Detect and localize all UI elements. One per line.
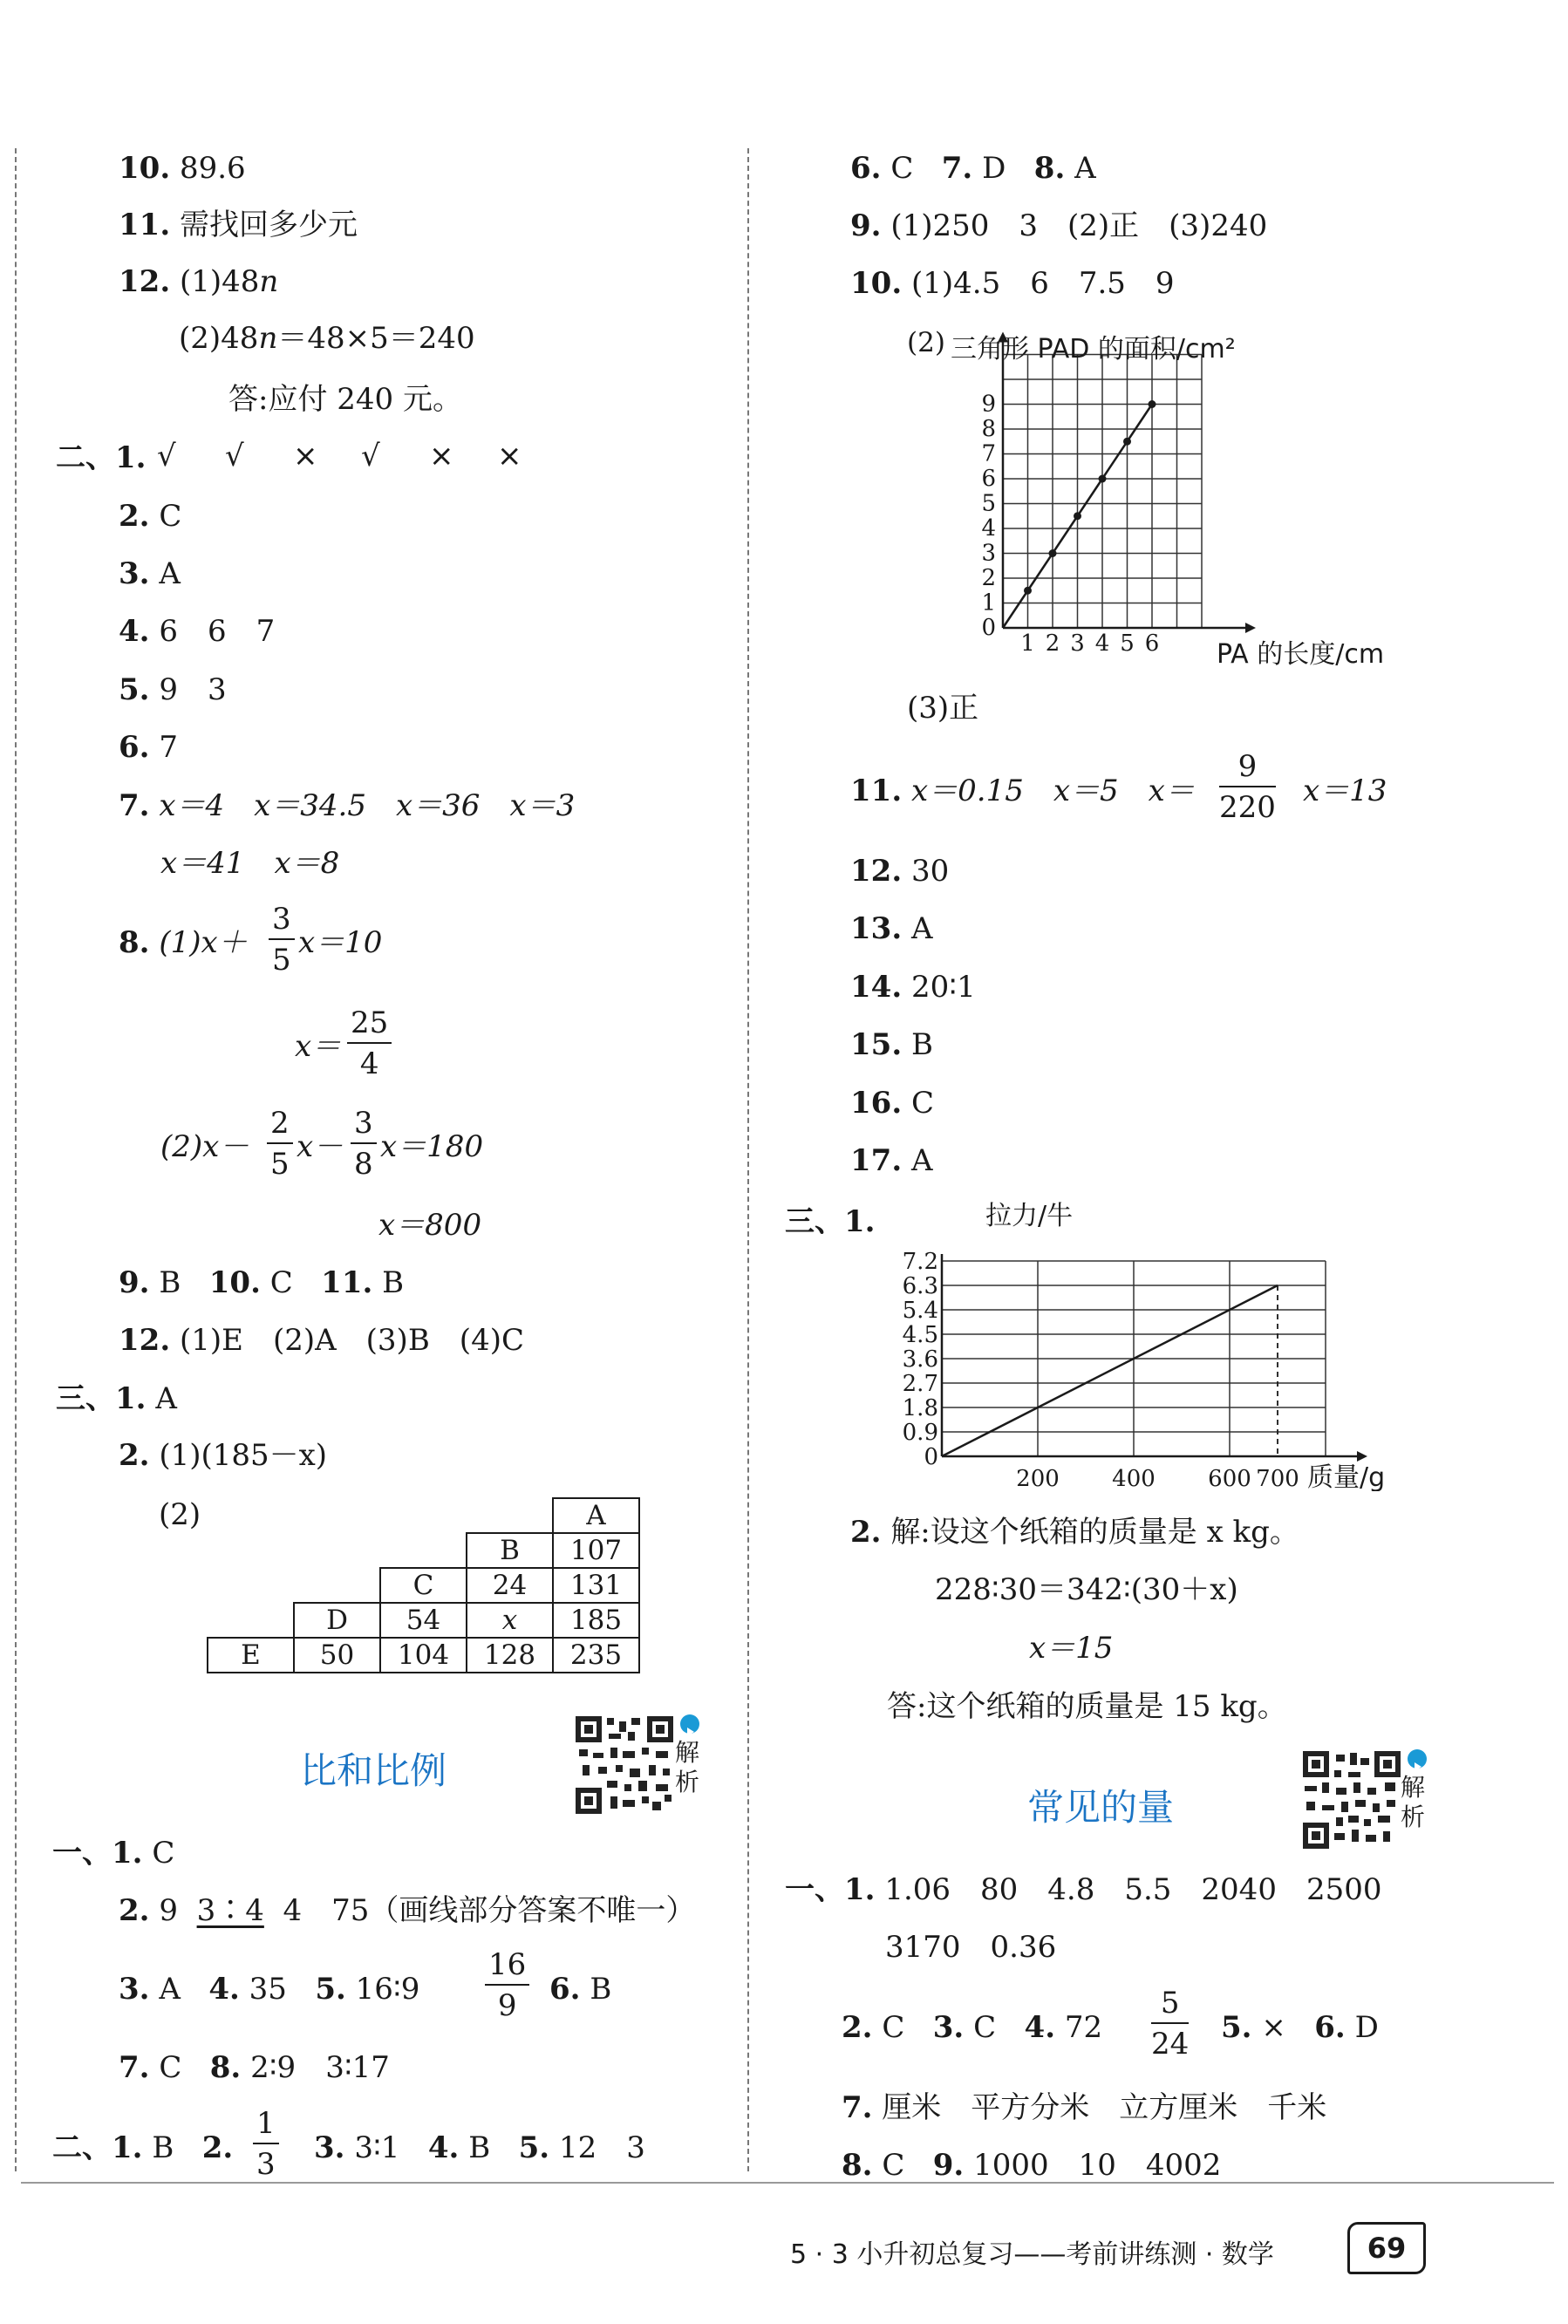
denominator: 3 [256,2147,276,2182]
answer-text: C [159,499,182,534]
left-s2-q8 [119,925,248,960]
answer-text: ＝48×5＝240 [277,321,475,356]
table-cell: 24 [467,1568,553,1603]
fraction [347,1005,392,1081]
x-tick-label: 1 [1020,630,1035,657]
equation-part: (1)x＋ [159,925,248,960]
table-cell: 104 [380,1638,467,1673]
left-s3-q2 [119,1438,328,1473]
x-axis-label: 质量/g [1307,1462,1386,1491]
equation-part: x＝180 [380,1129,484,1164]
qr-code-icon[interactable] [576,1716,673,1814]
chart-pad-area [951,331,1439,671]
numerator: 3 [351,1108,377,1144]
section-label: 三、 [56,1381,115,1416]
left-s2-q6 [119,730,178,765]
answer-text: 1.06 80 4.8 5.5 2040 2500 [884,1872,1382,1907]
footer-series-title: 5 · 3 小升初总复习——考前讲练测 · 数学 [790,2239,1274,2270]
x-axis-label: PA 的长度/cm [1217,639,1385,670]
right-q14 [850,970,976,1005]
left-s2-q12 [119,1323,524,1358]
answer-text: 7 [159,730,178,765]
question-number: 4. [1024,2010,1056,2045]
question-number: 1. [115,440,147,475]
denominator: 9 [497,1988,517,2023]
measure-q2-4 [842,2010,1103,2045]
fraction [1151,1986,1190,2062]
answer-text: A [1074,151,1096,186]
left-s2-q7-line2: x＝41 x＝8 [160,846,340,881]
question-number: 11. [850,774,903,808]
answer-text: C [159,2050,182,2085]
denominator: 5 [272,943,291,978]
x-tick-label: 700 [1256,1466,1299,1491]
variable: n [259,264,279,299]
right-q9 [850,208,1268,243]
play-icon[interactable] [680,1714,699,1734]
right-q11-b: x＝13 [1303,774,1387,808]
answer-text: (1)(185－x) [159,1438,328,1473]
table-row [208,1533,639,1568]
ratio-q6 [549,1972,612,2007]
answer-text: A [910,911,933,946]
measure-q1-line2: 3170 0.36 [885,1930,1057,1965]
fraction [253,2106,279,2182]
y-tick-label: 9 [981,391,996,418]
question-number: 6. [1314,2010,1346,2045]
y-axis-label: 拉力/牛 [985,1201,1074,1231]
section-label: 二、 [52,2130,112,2165]
question-number: 2. [850,1515,882,1550]
qr-label-1: 解 [675,1738,700,1767]
left-s3-q1 [56,1381,177,1416]
question-number: 5. [315,1972,346,2007]
table-cell: 131 [553,1568,639,1603]
answer-text: B [382,1265,405,1300]
question-number: 5. [119,672,150,707]
question-number: 7. [119,788,150,823]
answer-text: (1)48 [179,264,260,299]
answer-text: A [159,556,181,591]
question-number: 6. [850,151,882,186]
left-s2-q1 [56,440,147,475]
question-number: 1. [112,1836,143,1871]
question-number: 2. [119,1893,150,1928]
data-point [1123,438,1131,446]
question-number: 2. [201,2130,234,2165]
answer-text: 72 [1064,2010,1103,2045]
answer-text: C [882,2010,905,2045]
table-cell: 128 [467,1638,553,1673]
numerator: 2 [267,1108,293,1144]
question-number: 15. [850,1027,903,1062]
qr-label-2: 析 [1401,1803,1426,1831]
answer-text: 2∶9 3∶17 [250,2050,390,2085]
column-divider-center [747,148,749,2171]
section-label: 一、 [52,1836,112,1871]
left-s2-q7 [119,788,576,823]
right-s3-q1 [785,1204,876,1239]
question-number: 6. [119,730,150,765]
left-s2-q5 [119,672,227,707]
right-q17 [850,1143,933,1178]
left-s2-q4 [119,614,276,649]
y-tick-label: 4.5 [902,1322,938,1348]
left-q11 [119,210,358,240]
question-number: 3. [932,2010,965,2045]
answer-text: 6 6 7 [159,614,276,649]
table-cell: B [467,1533,553,1568]
variable: n [258,321,278,356]
question-number: 8. [1033,151,1066,186]
x-tick-label: 6 [1144,630,1160,657]
check-mark: √ [361,439,380,474]
answer-text: B [152,2130,174,2165]
left-s2-q1-marks [157,439,565,474]
answer-text: 16∶9 [355,1972,420,2007]
left-q12-part2 [179,321,475,356]
fraction [269,902,295,978]
right-q11 [850,776,1195,806]
right-s3-q2-line2: 228∶30＝342∶(30＋x) [935,1572,1238,1607]
question-number: 5. [518,2130,550,2165]
question-number: 3. [119,1972,150,2007]
numerator: 1 [253,2109,279,2144]
section-label: 三、 [785,1204,844,1239]
x-tick-label: 5 [1120,630,1135,657]
data-point [1099,475,1107,483]
table-row [208,1568,639,1603]
question-number: 9. [932,2148,965,2183]
x-axis-arrow [1357,1451,1367,1462]
table-cell: 50 [294,1638,380,1673]
right-q10-part2: (2) [907,327,945,358]
y-tick-label: 3 [981,540,996,567]
answer-text: x＝4 x＝34.5 x＝36 x＝3 [159,788,576,823]
question-number: 2. [119,499,150,534]
denominator: 5 [270,1147,290,1182]
answer-text: (1)4.5 6 7.5 9 [910,266,1175,301]
answer-text: C [890,151,914,186]
y-tick-label: 4 [981,515,996,542]
qr-code-graphic [576,1716,673,1814]
right-q10 [850,266,1175,301]
numerator: 9 [1219,752,1276,787]
table-cell: E [208,1638,294,1673]
answer-text: B [468,2130,491,2165]
fraction [351,1106,377,1182]
left-s2-q2 [119,499,182,534]
question-number: 16. [850,1086,903,1121]
ratio-q7-8 [119,2050,390,2085]
qr-code-graphic [1303,1751,1401,1849]
y-tick-label: 0 [924,1444,938,1470]
numerator: 25 [347,1008,392,1044]
staircase-table [207,1497,640,1673]
section-title-ratio: 比和比例 [300,1749,447,1792]
equation-part: x－ [297,1129,344,1164]
table-cell: 54 [380,1603,467,1638]
x-tick-label: 200 [1016,1466,1060,1491]
table-cell: 185 [553,1603,639,1638]
x-tick-label: 4 [1094,630,1110,657]
left-s2-q3 [119,556,181,591]
answer-text: (1)250 3 (2)正 (3)240 [890,208,1268,243]
answer-text: 4 75（画线部分答案不唯一） [283,1893,696,1928]
answer-text: C [973,2010,997,2045]
question-number: 6. [549,1972,581,2007]
left-s3-q2-part2: (2) [159,1497,201,1532]
table-row [208,1603,639,1638]
numerator: 3 [269,904,295,940]
question-number: 12. [850,854,903,889]
question-number: 4. [119,614,150,649]
qr-label-1: 解 [1401,1773,1426,1802]
x-tick-label: 600 [1208,1466,1251,1491]
cross-mark: × [429,439,454,474]
answer-text: A [910,1143,933,1178]
answer-text: 89.6 [179,151,246,186]
measure-s1-q1 [785,1872,1382,1907]
series-line [942,1285,1278,1456]
left-q10 [119,151,246,186]
table-cell: 235 [553,1638,639,1673]
column-divider-left [15,148,17,2171]
question-number: 7. [119,2050,150,2085]
data-point [1049,549,1057,557]
cross-mark: × [293,439,318,474]
answer-text: B [159,1265,181,1300]
equation-part: x＝10 [298,925,383,960]
table-cell: x [467,1603,553,1638]
question-number: 7. [941,151,973,186]
question-number: 8. [119,925,150,960]
answer-text: x＝0.15 x＝5 x＝ [910,774,1195,808]
equation-part: x＝ [295,1029,342,1064]
ratio-s1-q1 [52,1836,175,1871]
question-number: 10. [208,1265,261,1300]
y-tick-label: 3.6 [902,1346,938,1373]
y-tick-label: 6.3 [902,1273,938,1299]
y-tick-label: 6 [981,466,996,492]
x-tick-label: 3 [1070,630,1085,657]
answer-text: (2)48 [179,321,259,356]
table-cell: 107 [553,1533,639,1568]
right-s3-q2-answer: 答:这个纸箱的质量是 15 kg。 [887,1689,1287,1724]
x-tick-label: 2 [1045,630,1060,657]
right-q16 [850,1086,934,1121]
footer-rule [21,2182,1554,2184]
answer-text: C [882,2148,905,2183]
y-tick-label: 5.4 [902,1298,938,1324]
qr-label-2: 析 [675,1768,700,1796]
answer-text: 厘米 平方分米 立方厘米 千米 [882,2090,1327,2125]
right-q13 [850,911,933,946]
question-number: 14. [850,970,903,1005]
y-tick-label: 8 [981,416,996,442]
measure-q8-9 [842,2148,1222,2183]
equation-part: (2)x－ [160,1129,249,1164]
question-number: 9. [850,208,882,243]
qr-code-icon[interactable] [1303,1751,1401,1849]
ratio-s2-q3-5 [314,2130,645,2165]
cross-mark: × [497,439,522,474]
question-number: 2. [119,1438,150,1473]
answer-text: 9 3 [159,672,227,707]
numerator: 16 [485,1950,529,1986]
ratio-q3-6 [119,1972,420,2007]
right-q6-8 [850,151,1096,186]
table-row [208,1498,639,1533]
chart-pull-force [890,1195,1413,1491]
y-tick-label: 1.8 [902,1395,938,1421]
question-number: 1. [115,1381,147,1416]
answer-text: D [982,151,1006,186]
check-mark: √ [157,439,176,474]
y-tick-label: 2 [981,565,996,591]
question-number: 4. [427,2130,460,2165]
answer-text: B [590,1972,612,2007]
data-point [1149,400,1156,408]
question-number: 3. [314,2130,345,2165]
data-point [1074,512,1081,520]
measure-q7 [842,2090,1327,2125]
left-s2-q9-11 [119,1265,405,1300]
y-tick-label: 0 [981,615,996,641]
answer-text: 35 [249,1972,287,2007]
fraction [1219,749,1276,825]
question-number: 8. [209,2050,242,2085]
left-q12 [119,264,279,299]
answer-text: × [1261,2010,1286,2045]
denominator: 8 [354,1147,373,1182]
x-tick-label: 400 [1112,1466,1156,1491]
fraction [267,1106,293,1182]
question-number: 5. [1221,2010,1252,2045]
numerator: 5 [1151,1988,1189,2024]
question-number: 13. [850,911,903,946]
ratio-s2-q1-2 [52,2130,234,2165]
answer-text: A [159,1972,181,2007]
y-axis-label: 三角形 PAD 的面积/cm² [951,334,1236,365]
answer-text: 解:设这个纸箱的质量是 x kg。 [890,1515,1299,1550]
answer-text: 20∶1 [910,970,976,1005]
question-number: 10. [850,266,903,301]
table-cell: A [553,1498,639,1533]
question-number: 2. [842,2010,873,2045]
y-tick-label: 7.2 [902,1249,938,1275]
page-number: 69 [1347,2222,1426,2274]
answer-text: 30 [910,854,950,889]
right-q12 [850,854,950,889]
ratio-q2 [119,1893,696,1928]
question-number: 12. [119,1323,171,1358]
question-number: 4. [208,1972,240,2007]
underlined-answer: 3∶4 [196,1893,264,1928]
denominator: 24 [1151,2027,1190,2062]
y-tick-label: 5 [981,490,996,517]
answer-text: C [152,1836,175,1871]
question-number: 12. [119,264,171,299]
fraction [485,1947,529,2023]
denominator: 4 [359,1046,379,1081]
play-icon[interactable] [1408,1749,1427,1769]
measure-q5-6 [1221,2010,1379,2045]
answer-text: C [910,1086,934,1121]
y-tick-label: 1 [981,590,996,617]
x-axis-arrow [1245,623,1256,633]
question-number: 1. [844,1872,876,1907]
table-cell: D [294,1603,380,1638]
answer-text: D [1354,2010,1379,2045]
answer-text: A [155,1381,177,1416]
question-number: 11. [321,1265,373,1300]
denominator: 220 [1219,790,1276,825]
section-label: 二、 [56,440,115,475]
equation-part: x＝800 [378,1208,482,1243]
question-number: 8. [842,2148,873,2183]
answer-text: 9 [159,1893,178,1928]
check-mark: √ [225,439,244,474]
section-title-measures: 常见的量 [1027,1786,1175,1829]
question-number: 7. [842,2090,873,2125]
right-q15 [850,1027,933,1062]
question-number: 3. [119,556,150,591]
answer-text: 12 3 [558,2130,645,2165]
left-q12-answer: 答:应付 240 元。 [228,382,462,417]
question-number: 9. [119,1265,150,1300]
data-point [1024,587,1032,595]
answer-text: 1000 10 4002 [973,2148,1222,2183]
answer-text: 3∶1 [354,2130,400,2165]
answer-text: 需找回多少元 [179,208,358,242]
question-number: 10. [119,151,171,186]
y-tick-label: 7 [981,440,996,467]
right-s3-q2 [850,1515,1299,1550]
section-label: 一、 [785,1872,844,1907]
question-number: 1. [112,2130,143,2165]
y-tick-label: 0.9 [902,1420,938,1446]
right-s3-q2-line3: x＝15 [1029,1631,1114,1666]
y-tick-label: 2.7 [902,1371,938,1397]
question-number: 17. [850,1143,903,1178]
answer-text: B [910,1027,933,1062]
question-number: 1. [844,1204,876,1239]
table-row [208,1638,639,1673]
answer-text: (1)E (2)A (3)B (4)C [179,1323,524,1358]
answer-text: C [269,1265,293,1300]
right-q10-part3: (3)正 [907,691,979,726]
table-cell: C [380,1568,467,1603]
question-number: 11. [119,208,171,242]
